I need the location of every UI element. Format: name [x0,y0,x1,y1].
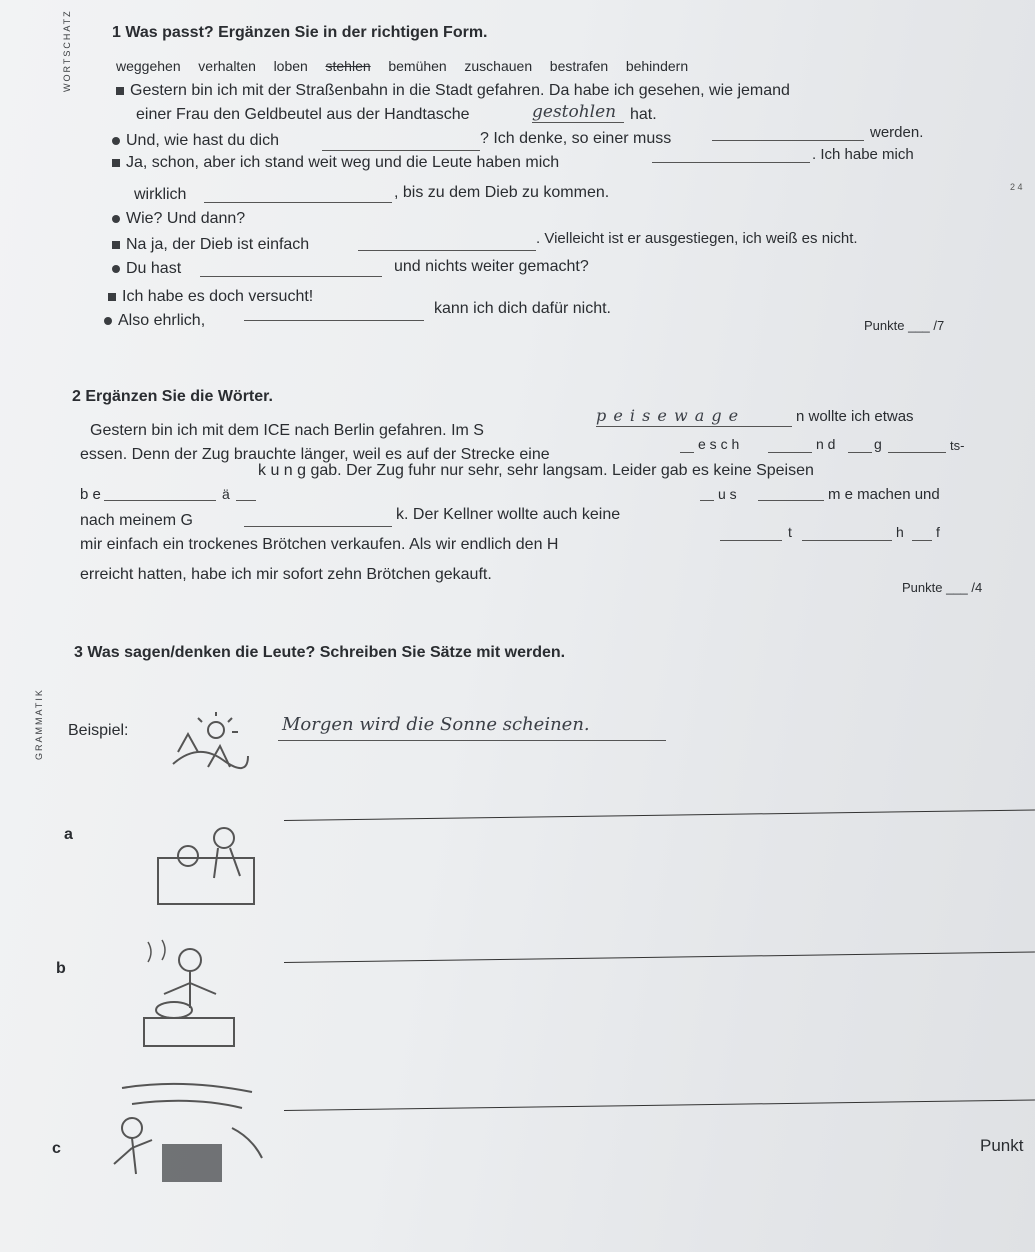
cloze-fragment: u s [718,486,737,502]
dialog-line: Gestern bin ich mit der Straßenbahn in die Stadt gefahren. Da habe ich gesehen, wie jemand [116,82,790,100]
example-label: Beispiel: [68,722,129,739]
speaker-a-square-icon [108,293,116,301]
letter-blank[interactable] [244,526,392,527]
cloze-fragment: h [896,524,904,540]
dialog-line: einer Frau den Geldbeutel aus der Handtasche [136,106,470,123]
dialog-text: . Ich habe mich [812,146,914,163]
letter-blank[interactable] [104,500,216,501]
cloze-text: nach meinem G [80,512,193,529]
word-bank-item: verhalten [198,58,256,74]
speaker-b-circle-icon [112,265,120,273]
sick-person-in-bed-illustration [148,818,264,916]
exercise-3-title: 3 Was sagen/denken die Leute? Schreiben Sie Sätze mit werden. [74,644,566,661]
audio-track-mark: 2 4 [1010,182,1023,192]
cloze-text: mir einfach ein trockenes Brötchen verkaufen. Als wir endlich den H [80,536,559,553]
letter-blank[interactable] [700,500,714,501]
answer-blank[interactable] [200,276,382,277]
handwritten-answer: gestohlen [532,102,617,122]
answer-blank[interactable] [652,162,810,163]
exercise-2-title: 2 Ergänzen Sie die Wörter. [72,388,273,405]
letter-blank[interactable] [888,452,946,453]
answer-line-a[interactable] [284,810,1035,821]
cloze-text: k u n g gab. Der Zug fuhr nur sehr, sehr langsam. Leider gab es keine Speisen [258,462,814,479]
points-ex2: Punkte ___ /4 [902,580,983,595]
dialog-text: werden. [870,124,924,141]
dialog-line: Na ja, der Dieb ist einfach [112,236,309,254]
answer-blank[interactable] [322,150,480,151]
cloze-fragment: b e [80,486,101,503]
dialog-line: Wie? Und dann? [112,210,245,228]
dialog-line: Und, wie hast du dich [112,132,279,150]
side-label-grammatik: GRAMMATIK [34,688,44,760]
dialog-text: ? Ich denke, so einer muss [480,130,672,147]
answer-blank[interactable] [532,122,624,123]
cloze-fragment: g [874,436,882,452]
answer-blank[interactable] [244,320,424,321]
cloze-text: essen. Denn der Zug brauchte länger, weil es auf der Strecke eine [80,446,550,463]
cloze-fragment: t [788,524,792,540]
dialog-text: kann ich dich dafür nicht. [434,300,611,317]
item-label-a: a [64,826,73,843]
word-bank-item: bemühen [388,58,447,74]
cloze-fragment: e s c h [698,436,740,452]
dialog-line: Ja, schon, aber ich stand weit weg und die Leute haben mich [112,154,559,172]
cloze-text: Gestern bin ich mit dem ICE nach Berlin gefahren. Im S [90,422,484,439]
word-bank-item: weggehen [116,58,181,74]
sun-landscape-illustration [168,712,250,774]
example-answer-line [278,740,666,741]
cloze-fragment: f [936,524,940,540]
dialog-text: hat. [630,106,657,123]
speaker-a-square-icon [112,241,120,249]
person-in-storm-illustration [92,1078,270,1186]
cloze-fragment: m e machen und [828,486,940,503]
word-bank-item: behindern [625,58,689,74]
answer-blank[interactable] [204,202,392,203]
letter-blank[interactable] [848,452,872,453]
letter-blanks[interactable] [596,426,792,427]
dialog-text: und nichts weiter gemacht? [394,258,589,275]
letter-blank[interactable] [680,452,694,453]
speaker-b-circle-icon [104,317,112,325]
letter-blank[interactable] [758,500,824,501]
letter-blank[interactable] [768,452,812,453]
side-label-wortschatz: WORTSCHATZ [62,9,72,92]
speaker-a-square-icon [112,159,120,167]
word-bank-item: loben [273,58,308,74]
speaker-a-square-icon [116,87,124,95]
example-answer: Morgen wird die Sonne scheinen. [282,714,590,735]
answer-line-b[interactable] [284,952,1035,963]
cloze-text: n wollte ich etwas [796,408,914,425]
points-ex3: Punkt [980,1136,1024,1155]
cloze-text: erreicht hatten, habe ich mir sofort zehn Brötchen gekauft. [80,566,492,583]
cloze-text: k. Der Kellner wollte auch keine [396,506,621,523]
word-bank-item: bestrafen [549,58,609,74]
dialog-line: Du hast [112,260,181,278]
speaker-b-circle-icon [112,137,120,145]
handwritten-letters: p e i s e w a g e [596,406,740,425]
item-label-c: c [52,1140,61,1157]
dialog-line: Ich habe es doch versucht! [108,288,313,306]
letter-blank[interactable] [720,540,782,541]
dialog-text: wirklich [134,186,187,203]
dialog-text: . Vielleicht ist er ausgestiegen, ich weiß es nicht. [536,230,858,247]
answer-blank[interactable] [358,250,536,251]
dialog-line: Also ehrlich, [104,312,205,330]
exercise-1-title: 1 Was passt? Ergänzen Sie in der richtigen Form. [112,24,488,41]
answer-line-c[interactable] [284,1100,1035,1111]
dialog-text: , bis zu dem Dieb zu kommen. [394,184,610,201]
cloze-fragment: ä [222,486,230,502]
person-cooking-illustration [134,938,246,1050]
word-bank-item: zuschauen [464,58,533,74]
word-bank-item-crossed: stehlen [325,58,371,74]
answer-blank[interactable] [712,140,864,141]
speaker-b-circle-icon [112,215,120,223]
cloze-fragment: ts- [950,438,965,453]
letter-blank[interactable] [802,540,892,541]
cloze-fragment: n d [816,436,836,452]
word-bank [116,58,688,74]
letter-blank[interactable] [912,540,932,541]
letter-blank[interactable] [236,500,256,501]
points-ex1: Punkte ___ /7 [864,318,945,333]
item-label-b: b [56,960,66,977]
